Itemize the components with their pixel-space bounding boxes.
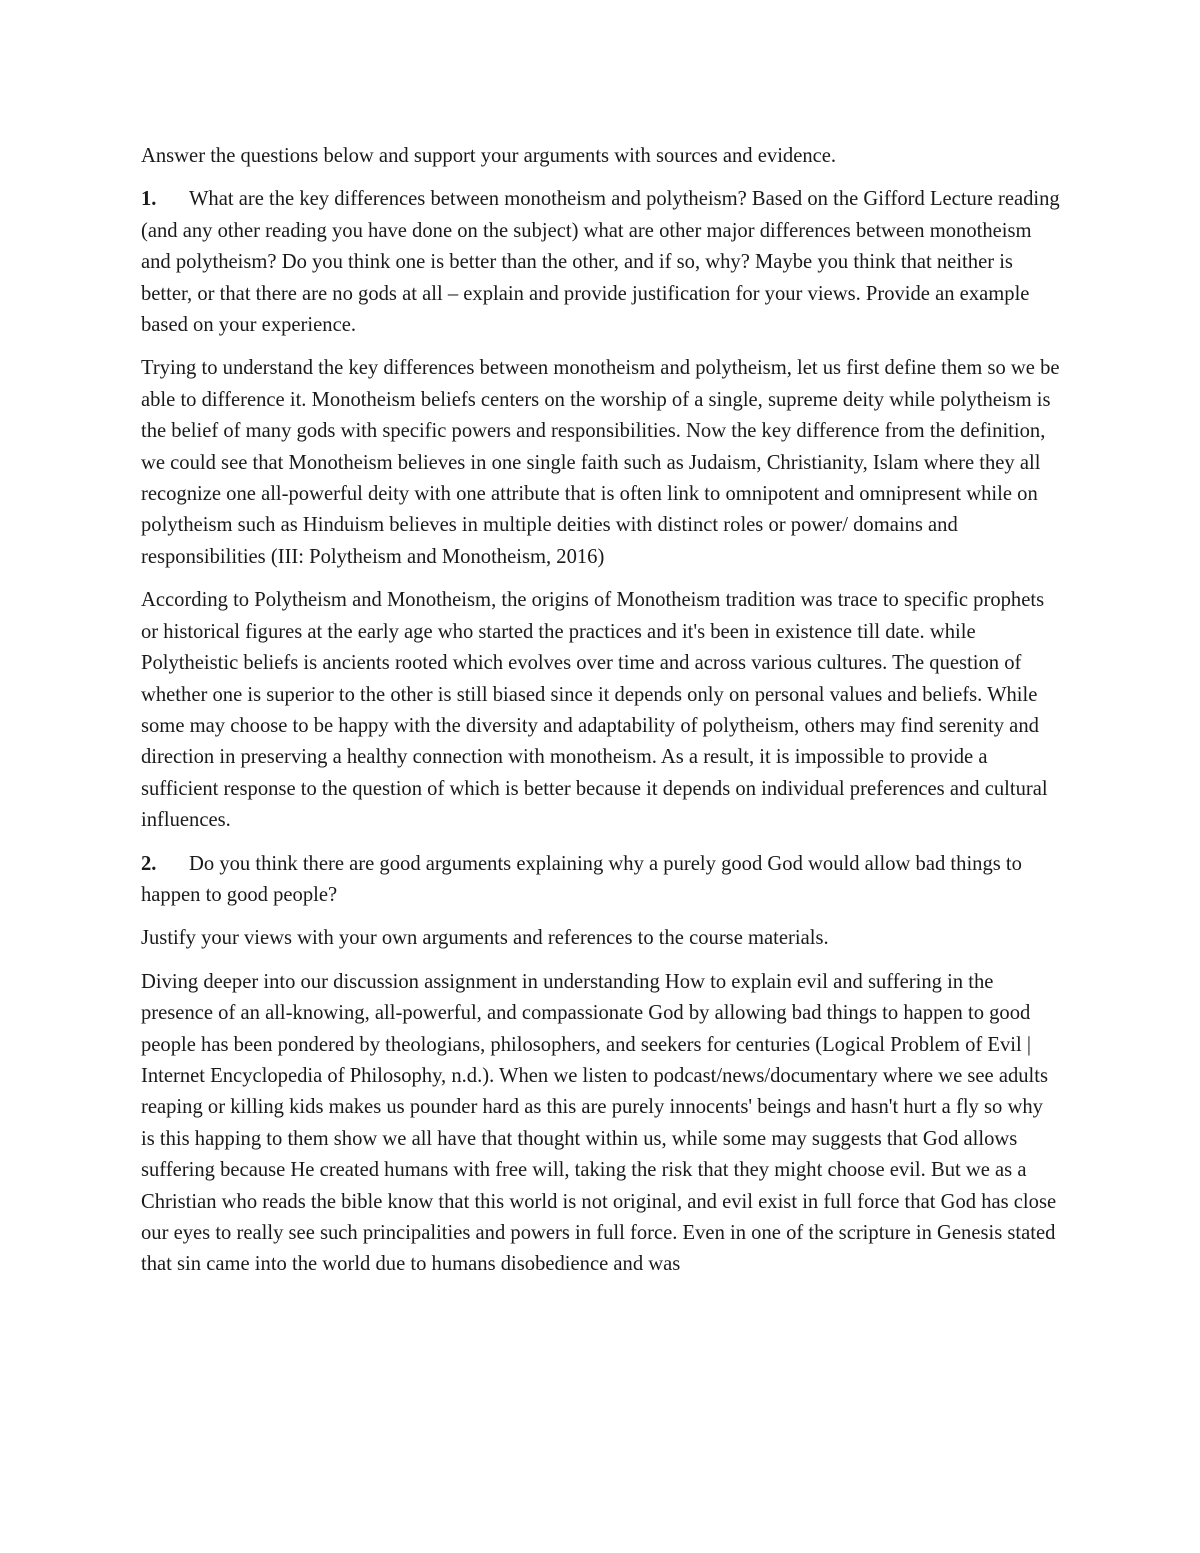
question-1-number: 1. xyxy=(141,188,157,211)
question-1-text: What are the key differences between monotheism and polytheism? Based on the Gifford Lecture reading (and any other reading you have done on the subject) what are other major differences between monotheism and polytheism? Do you think one is better than the other, and if so, why? Maybe you think that neither is better, or that there are no gods at all – explain and provide justification for your views. Provide an example based on your experience. xyxy=(141,188,1060,337)
question-1 xyxy=(141,184,1061,341)
question-2 xyxy=(141,849,1061,912)
document-body xyxy=(141,141,1061,1293)
answer-2-paragraph-1: Diving deeper into our discussion assignment in understanding How to explain evil and suffering in the presence of an all-knowing, all-powerful, and compassionate God by allowing bad things to happen to good people has been pondered by theologians, philosophers, and seekers for centuries (Logical Problem of Evil | Internet Encyclopedia of Philosophy, n.d.). When we listen to podcast/news/documentary where we see adults reaping or killing kids makes us pounder hard as this are purely innocents' beings and hasn't hurt a fly so why is this happing to them show we all have that thought within us, while some may suggests that God allows suffering because He created humans with free will, taking the risk that they might choose evil. But we as a Christian who reads the bible know that this world is not original, and evil exist in full force that God has close our eyes to really see such principalities and powers in full force. Even in one of the scripture in Genesis stated that sin came into the world due to humans disobedience and was xyxy=(141,970,1057,1276)
answer-1-paragraph-2: According to Polytheism and Monotheism, the origins of Monotheism tradition was trace to specific prophets or historical figures at the early age who started the practices and it's been in existence till date. while Polytheistic beliefs is ancients rooted which evolves over time and across various cultures. The question of whether one is superior to the other is still biased since it depends only on personal values and beliefs. While some may choose to be happy with the diversity and adaptability of polytheism, others may find serenity and direction in preserving a healthy connection with monotheism. As a result, it is impossible to provide a sufficient response to the question of which is better because it depends on individual preferences and cultural influences. xyxy=(141,589,1048,832)
question-2-text: Do you think there are good arguments explaining why a purely good God would allow bad things to happen to good people? xyxy=(141,852,1022,906)
instructions-paragraph: Answer the questions below and support your arguments with sources and evidence. xyxy=(141,145,837,167)
question-2-followup: Justify your views with your own arguments and references to the course materials. xyxy=(141,927,829,950)
answer-1-paragraph-1: Trying to understand the key differences between monotheism and polytheism, let us first define them so we be able to difference it. Monotheism beliefs centers on the worship of a single, supreme deity while polytheism is the belief of many gods with specific powers and responsibilities. Now the key difference from the definition, we could see that Monotheism believes in one single faith such as Judaism, Christianity, Islam where they all recognize one all-powerful deity with one attribute that is often link to omnipotent and omnipresent while on polytheism such as Hinduism believes in multiple deities with distinct roles or power/ domains and responsibilities (III: Polytheism and Monotheism, 2016) xyxy=(141,357,1060,568)
question-2-number: 2. xyxy=(141,852,157,875)
